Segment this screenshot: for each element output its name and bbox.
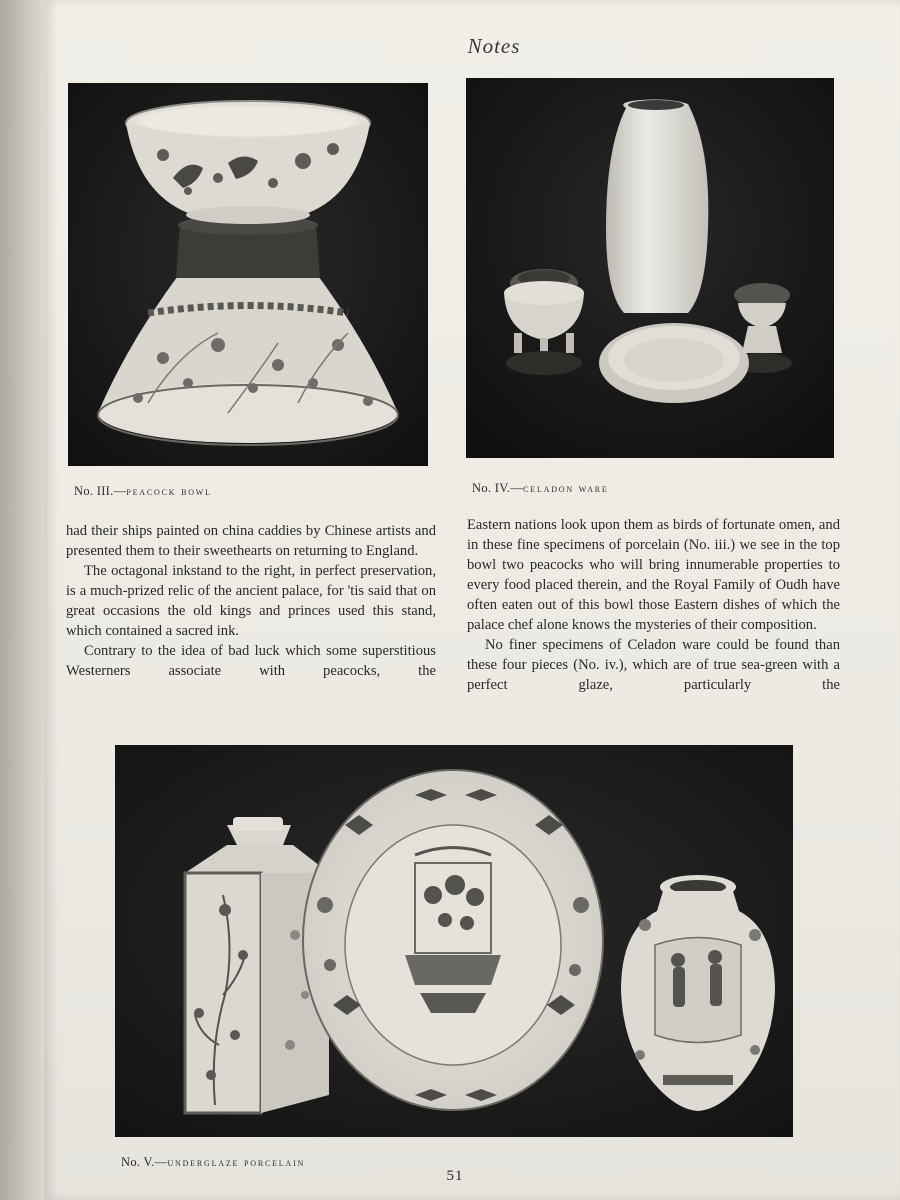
caption-number: No. IV.— [472,481,524,495]
plate-peacock-bowl [68,83,428,466]
paragraph: had their ships painted on china caddies by Chinese artists and presented them to their sweethearts on returning to England. [66,523,436,559]
caption-number: No. V.— [121,1155,168,1169]
peacock-bowl-photo [68,83,428,466]
text-column-left [66,521,436,681]
caption-plate-iv [472,481,609,496]
book-page [44,0,900,1200]
plate-celadon-ware [466,78,834,458]
caption-title: celadon ware [523,481,609,495]
caption-plate-v [121,1155,305,1170]
caption-title: peacock bowl [126,484,212,498]
paragraph: Eastern nations look upon them as birds of fortunate omen, and in these fine specimens of porcelain (No. iii.) we see in the top bowl two peacocks who will bring innumerable properties to every food placed therein, and the Royal Family of Oudh have often eaten out of this bowl those Eastern dishes of which the palace chef alone knows the mysteries of their composition. [467,517,840,633]
plate-underglaze-porcelain [115,745,793,1137]
paragraph: The octagonal inkstand to the right, in perfect preservation, is a much-prized relic of the ancient palace, for 'tis said that on great occasions the old kings and princes used this stand, which contained a sacred ink. [66,563,436,639]
caption-title: underglaze porcelain [167,1155,306,1169]
paragraph: Contrary to the idea of bad luck which some superstitious Westerners associate with peacocks, the [66,643,436,679]
paragraph: No finer specimens of Celadon ware could be found than these four pieces (No. iv.), which are of true sea-green with a perfect glaze, particularly the [467,637,840,693]
text-column-right [467,515,840,695]
book-gutter [0,0,48,1200]
celadon-ware-photo [466,78,834,458]
running-head: Notes [467,34,521,58]
underglaze-porcelain-photo [115,745,793,1137]
caption-plate-iii [74,484,212,499]
caption-number: No. III.— [74,484,127,498]
page-number: 51 [446,1168,464,1184]
